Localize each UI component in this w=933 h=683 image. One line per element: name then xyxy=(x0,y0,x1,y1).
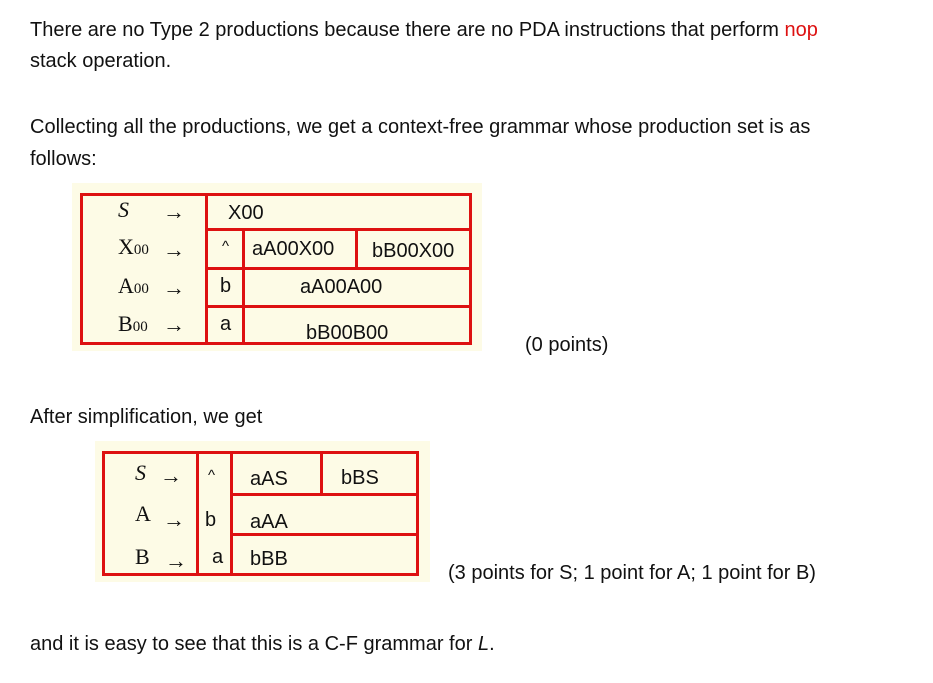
paragraph-text: There are no Type 2 productions because there are no PDA instructions that perform xyxy=(30,19,785,41)
table2-divider xyxy=(230,533,419,536)
nonterminal-a00 xyxy=(118,275,149,297)
nonterminal-s xyxy=(118,199,129,221)
production-cell: bBB xyxy=(250,548,288,570)
points-note-2: (3 points for S; 1 point for A; 1 point for B) xyxy=(448,562,816,584)
conclusion-period: . xyxy=(489,633,495,655)
paragraph-type2-cont: stack operation. xyxy=(30,50,172,72)
arrow-icon: → xyxy=(163,507,185,532)
production-cell: b xyxy=(220,275,232,297)
table2-divider xyxy=(230,451,233,576)
paragraph-collecting-cont: follows: xyxy=(30,148,97,170)
table2-divider xyxy=(320,451,323,493)
lhs-symbol: S xyxy=(118,197,129,222)
table1-divider xyxy=(205,193,208,345)
production-cell: aAA xyxy=(250,511,288,533)
points-note-1: (0 points) xyxy=(525,334,609,356)
nonterminal-a: A xyxy=(135,501,151,526)
table1-divider xyxy=(205,305,472,308)
arrow-icon: → xyxy=(163,275,185,300)
table2-divider xyxy=(196,451,199,576)
production-cell: aAS xyxy=(250,468,288,490)
lhs-subscript: 00 xyxy=(133,281,149,297)
nonterminal-x00 xyxy=(118,236,149,258)
production-cell: b xyxy=(205,509,217,531)
production-cell: a xyxy=(212,546,224,568)
paragraph-simplification: After simplification, we get xyxy=(30,406,263,428)
arrow-icon: → xyxy=(163,199,185,224)
lhs-symbol: B xyxy=(118,311,133,336)
nonterminal-s: S xyxy=(135,460,146,485)
lhs-symbol: A xyxy=(118,273,134,298)
table2-divider xyxy=(230,493,419,496)
production-cell: aA00X00 xyxy=(252,238,335,260)
nop-keyword: nop xyxy=(784,19,818,41)
lhs-symbol: X xyxy=(118,234,134,259)
table1-divider xyxy=(355,228,358,267)
language-symbol: L xyxy=(477,633,490,655)
paragraph-conclusion xyxy=(30,634,495,654)
lambda-symbol: ^ xyxy=(222,238,230,255)
table1-divider xyxy=(205,267,472,270)
arrow-icon: → xyxy=(165,548,187,573)
paragraph-collecting: Collecting all the productions, we get a context-free grammar whose production set is as xyxy=(30,116,811,138)
nonterminal-b00 xyxy=(118,313,148,335)
arrow-icon: → xyxy=(163,312,185,337)
production-cell: bB00X00 xyxy=(372,240,455,262)
production-cell: bBS xyxy=(341,467,379,489)
paragraph-type2 xyxy=(30,20,818,40)
arrow-icon: → xyxy=(163,237,185,262)
lhs-subscript: 00 xyxy=(133,242,149,258)
lambda-symbol: ^ xyxy=(208,467,216,484)
nonterminal-b: B xyxy=(135,544,150,569)
table1-divider xyxy=(242,228,245,345)
table1-divider xyxy=(205,228,472,231)
production-cell: aA00A00 xyxy=(300,276,383,298)
arrow-icon: → xyxy=(160,463,182,488)
production-cell: X00 xyxy=(228,202,264,224)
conclusion-text: and it is easy to see that this is a C-F grammar for xyxy=(30,633,478,655)
production-cell: bB00B00 xyxy=(306,322,389,344)
lhs-subscript: 00 xyxy=(132,319,148,335)
production-cell: a xyxy=(220,313,232,335)
